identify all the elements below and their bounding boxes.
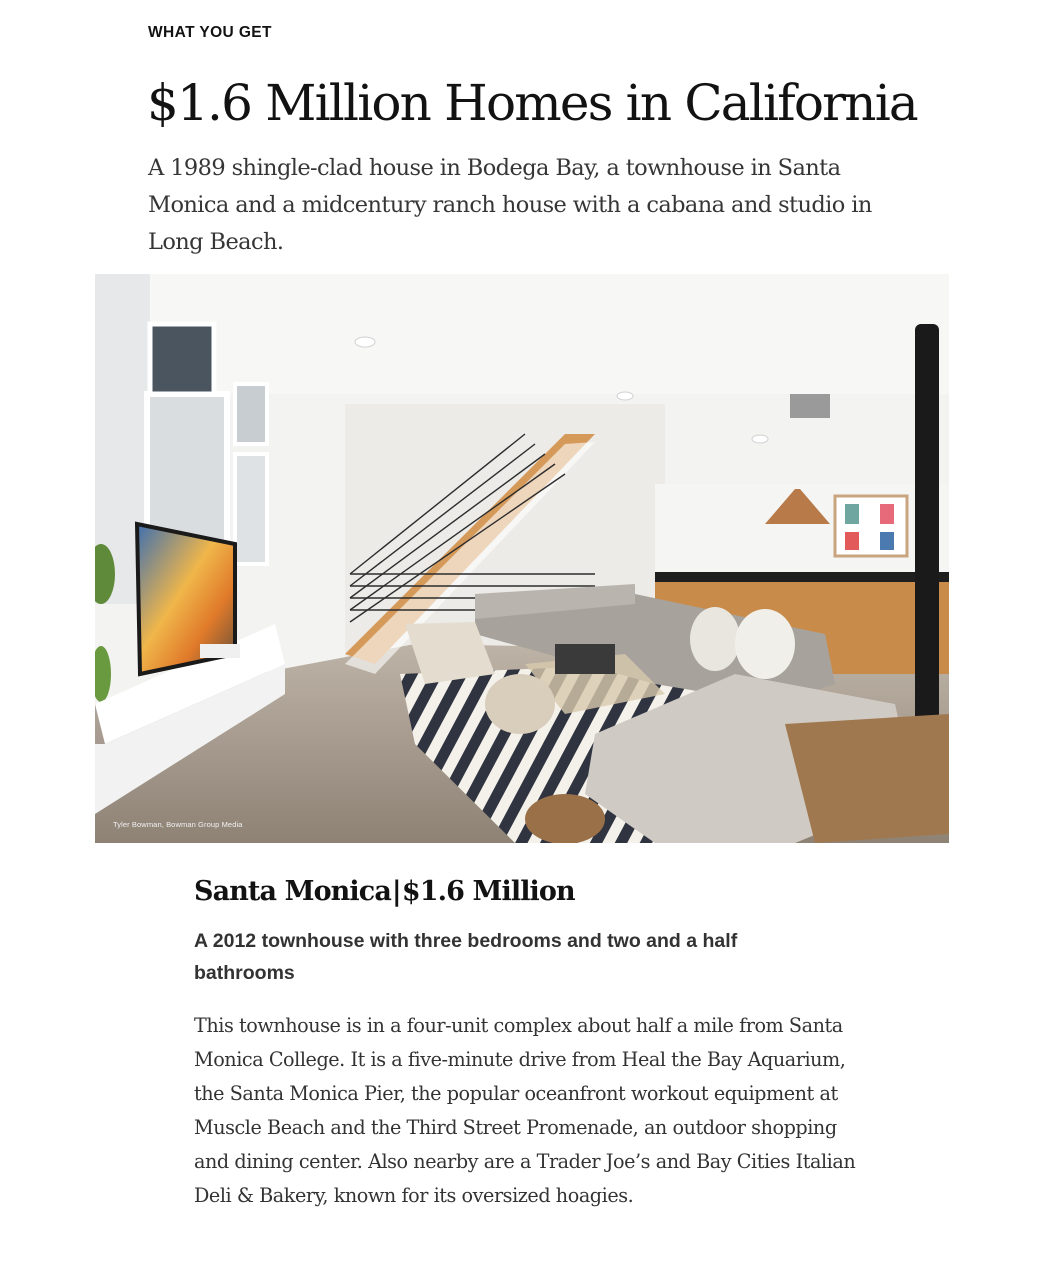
listing-price: $1.6 Million xyxy=(401,876,575,907)
living-room-photo xyxy=(95,274,949,843)
listing-heading-separator: | xyxy=(391,876,401,907)
listing-body: This townhouse is in a four-unit complex about half a mile from Santa Monica College. It is a five-minute drive from Heal the Bay Aquarium, the Santa Monica Pier, the popular oceanfront workout equipment at Muscle Beach and the Third Street Promenade, an outdoor shopping and dining center. Also nearby are a Trader Joe’s and Bay Cities Italian Deli & Bakery, known for its oversized hoagies. xyxy=(194,1014,856,1207)
article-headline: $1.6 Million Homes in California xyxy=(147,74,917,132)
article-summary: A 1989 shingle-clad house in Bodega Bay, a townhouse in Santa Monica and a midcentury ranch house with a cabana and studio in Long Beach. xyxy=(148,155,872,255)
listing-subhead: A 2012 townhouse with three bedrooms and two and a half bathrooms xyxy=(194,930,738,984)
listing-heading xyxy=(194,872,575,912)
listing-photo xyxy=(95,274,949,843)
section-kicker: WHAT YOU GET xyxy=(148,24,272,41)
listing-location: Santa Monica xyxy=(194,876,391,907)
photo-credit: Tyler Bowman, Bowman Group Media xyxy=(113,820,243,829)
